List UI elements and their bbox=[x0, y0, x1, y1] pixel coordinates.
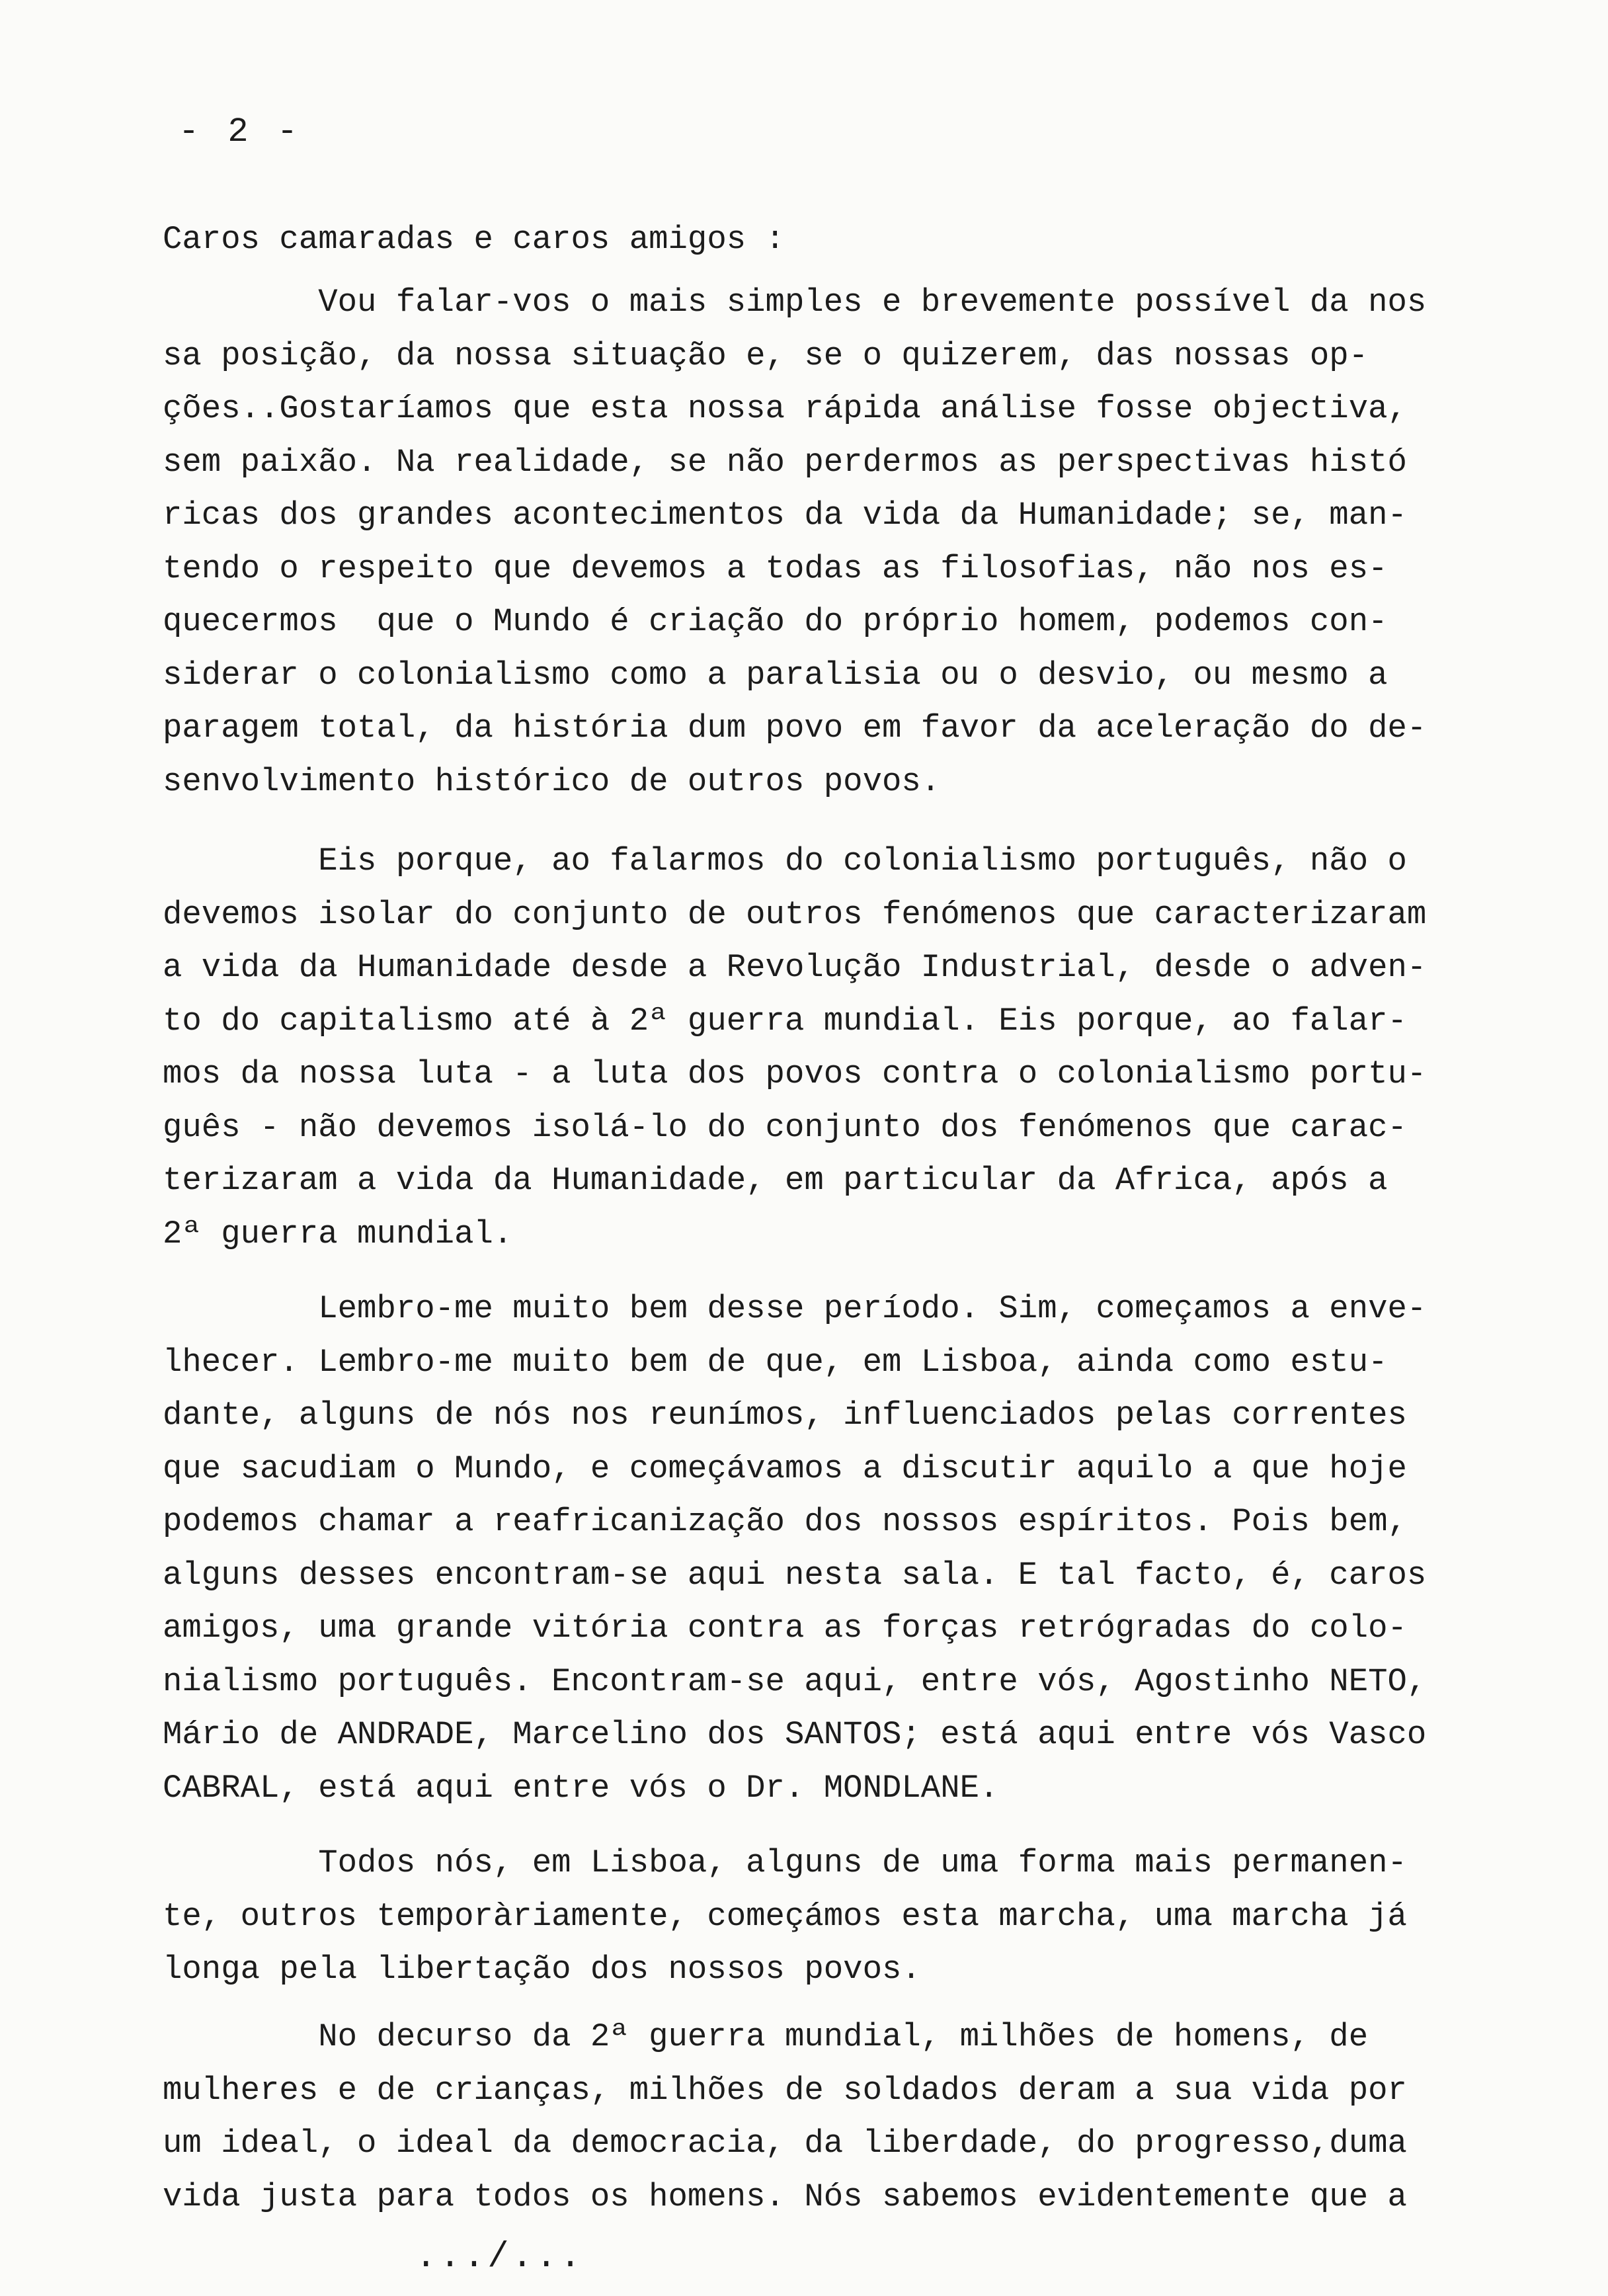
text-line: to do capitalismo até à 2ª guerra mundial. Eis porque, ao falar- bbox=[163, 1002, 1407, 1040]
text-line: CABRAL, está aqui entre vós o Dr. MONDLANE. bbox=[163, 1769, 999, 1807]
text-line: siderar o colonialismo como a paralisia ou o desvio, ou mesmo a bbox=[163, 656, 1388, 694]
page-number: - 2 - bbox=[179, 112, 302, 151]
continuation-mark: .../... bbox=[415, 2237, 584, 2277]
text-line: mos da nossa luta - a luta dos povos contra o colonialismo portu- bbox=[163, 1055, 1427, 1092]
paragraph-2 bbox=[163, 835, 1426, 1260]
text-line: Vou falar-vos o mais simples e brevemente possível da nos bbox=[163, 284, 1427, 321]
text-line: a vida da Humanidade desde a Revolução Industrial, desde o adven- bbox=[163, 949, 1427, 986]
text-line: vida justa para todos os homens. Nós sabemos evidentemente que a bbox=[163, 2178, 1407, 2215]
text-line: ções..Gostaríamos que esta nossa rápida análise fosse objectiva, bbox=[163, 390, 1407, 427]
text-line: devemos isolar do conjunto de outros fenómenos que caracterizaram bbox=[163, 895, 1427, 933]
text-line: dante, alguns de nós nos reunímos, influenciados pelas correntes bbox=[163, 1397, 1407, 1434]
text-line: No decurso da 2ª guerra mundial, milhões de homens, de bbox=[163, 2018, 1369, 2055]
text-line: paragem total, da história dum povo em favor da aceleração do de- bbox=[163, 710, 1427, 747]
text-line: Eis porque, ao falarmos do colonialismo português, não o bbox=[163, 842, 1407, 880]
text-line: guês - não devemos isolá-lo do conjunto dos fenómenos que carac- bbox=[163, 1108, 1407, 1146]
text-line: te, outros temporàriamente, começámos esta marcha, uma marcha já bbox=[163, 1897, 1407, 1935]
text-line: tendo o respeito que devemos a todas as filosofias, não nos es- bbox=[163, 550, 1388, 587]
text-line: amigos, uma grande vitória contra as forças retrógradas do colo- bbox=[163, 1610, 1407, 1647]
text-line: ricas dos grandes acontecimentos da vida da Humanidade; se, man- bbox=[163, 497, 1407, 534]
text-line: longa pela libertação dos nossos povos. bbox=[163, 1951, 921, 1988]
text-line: sa posição, da nossa situação e, se o quizerem, das nossas op- bbox=[163, 337, 1369, 374]
text-line: senvolvimento histórico de outros povos. bbox=[163, 762, 941, 800]
text-line: podemos chamar a reafricanização dos nossos espíritos. Pois bem, bbox=[163, 1503, 1407, 1540]
text-line: Mário de ANDRADE, Marcelino dos SANTOS; está aqui entre vós Vasco bbox=[163, 1716, 1427, 1753]
text-line: que sacudiam o Mundo, e começávamos a discutir aquilo a que hoje bbox=[163, 1450, 1407, 1487]
text-line: terizaram a vida da Humanidade, em particular da Africa, após a bbox=[163, 1162, 1388, 1199]
salutation: Caros camaradas e caros amigos : bbox=[163, 221, 785, 258]
text-line: lhecer. Lembro-me muito bem de que, em Lisboa, ainda como estu- bbox=[163, 1343, 1388, 1381]
paragraph-4 bbox=[163, 1836, 1407, 1996]
text-line: 2ª guerra mundial. bbox=[163, 1215, 513, 1252]
paragraph-3 bbox=[163, 1282, 1426, 1815]
text-line: Lembro-me muito bem desse período. Sim, começamos a enve- bbox=[163, 1290, 1427, 1327]
text-line: Todos nós, em Lisboa, alguns de uma forma mais permanen- bbox=[163, 1844, 1407, 1881]
paragraph-5 bbox=[163, 2010, 1407, 2223]
paragraph-1 bbox=[163, 276, 1426, 808]
text-line: quecermos que o Mundo é criação do próprio homem, podemos con- bbox=[163, 603, 1388, 640]
text-line: mulheres e de crianças, milhões de soldados deram a sua vida por bbox=[163, 2071, 1407, 2109]
text-line: nialismo português. Encontram-se aqui, entre vós, Agostinho NETO, bbox=[163, 1662, 1427, 1700]
text-line: um ideal, o ideal da democracia, da liberdade, do progresso,duma bbox=[163, 2125, 1407, 2162]
text-line: alguns desses encontram-se aqui nesta sala. E tal facto, é, caros bbox=[163, 1556, 1427, 1594]
text-line: sem paixão. Na realidade, se não perdermos as perspectivas histó bbox=[163, 443, 1407, 481]
